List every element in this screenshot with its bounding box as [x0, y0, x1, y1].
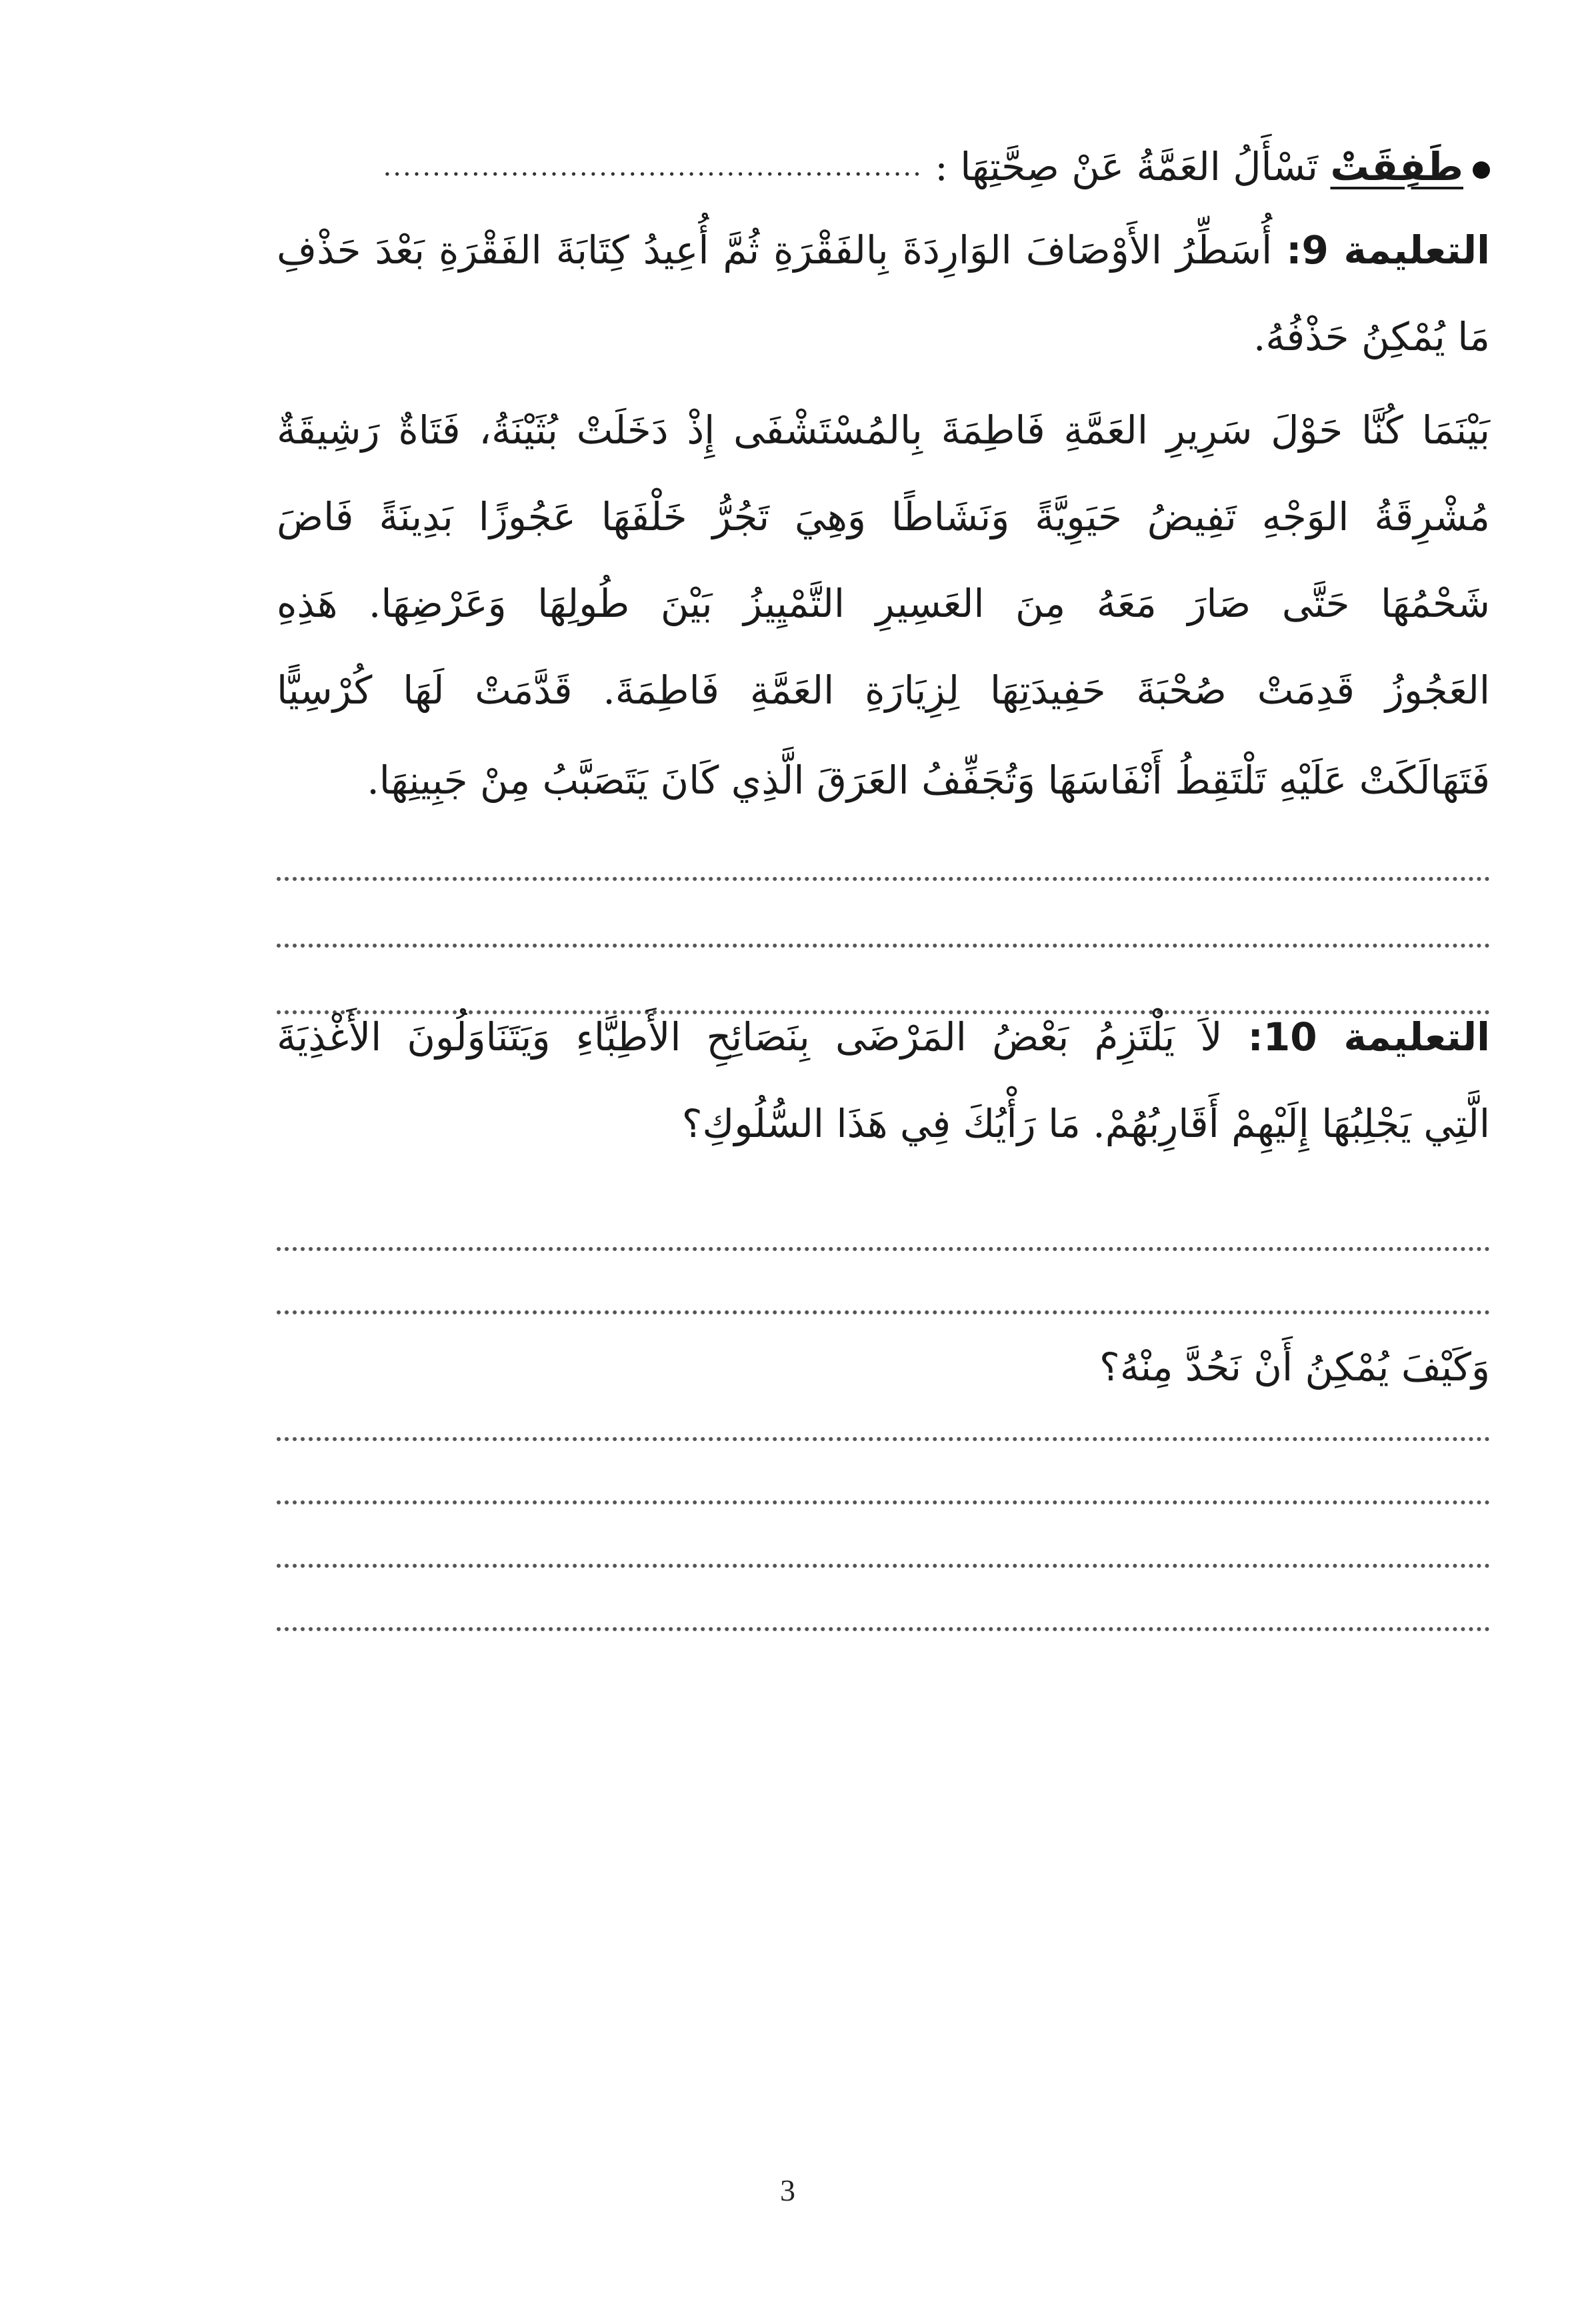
paragraph-line-4: العَجُوزُ قَدِمَتْ صُحْبَةَ حَفِيدَتِهَا لِزِيَارَةِ العَمَّةِ فَاطِمَةَ. قَدَّمَتْ لَهَا كُرْسِيًّا — [277, 668, 1490, 713]
instruction-10-text2: الَّتِي يَجْلِبُهَا إِلَيْهِمْ أَقَارِبُهُمْ. مَا رَأْيُكَ فِي هَذَا السُّلُوكِ؟ — [681, 1101, 1490, 1146]
instruction-10-label: التعليمة 10: — [1247, 1014, 1490, 1060]
worksheet-content — [277, 0, 1490, 2324]
answer-line[interactable] — [277, 1627, 1490, 1631]
paragraph-line-5: فَتَهَالَكَتْ عَلَيْهِ تَلْتَقِطُ أَنْفَاسَهَا وَتُجَفِّفُ العَرَقَ الَّذِي كَانَ يَتَصَبَّبُ مِنْ جَبِينِهَا. — [367, 758, 1490, 803]
answer-line[interactable] — [277, 1247, 1490, 1251]
instruction-9-text1: أُسَطِّرُ الأَوْصَافَ الوَارِدَةَ بِالفَقْرَةِ ثُمَّ أُعِيدُ كِتَابَةَ الفَقْرَةِ بَعْدَ حَذْفِ — [277, 227, 1273, 273]
instruction-10-line2 — [277, 1097, 1490, 1150]
paragraph-line-3: شَحْمُهَا حَتَّى صَارَ مَعَهُ مِنَ العَسِيرِ التَّمْيِيزُ بَيْنَ طُولِهَا وَعَرْضِهَا. هَذِهِ — [277, 581, 1490, 626]
answer-line[interactable] — [277, 1500, 1490, 1504]
instruction-9-line1 — [277, 223, 1490, 277]
instruction-10-followup: وَكَيْفَ يُمْكِنُ أَنْ نَحُدَّ مِنْهُ؟ — [1099, 1344, 1490, 1390]
instruction-9-text2: مَا يُمْكِنُ حَذْفُهُ. — [1253, 314, 1490, 359]
bullet-icon — [1473, 161, 1490, 179]
answer-line[interactable] — [277, 877, 1490, 881]
instruction-10-line1 — [277, 1010, 1490, 1064]
header-verb: طَفِقَتْ — [1330, 144, 1463, 189]
paragraph-line-1: بَيْنَمَا كُنَّا حَوْلَ سَرِيرِ العَمَّةِ فَاطِمَةَ بِالمُسْتَشْفَى إِذْ دَخَلَتْ بُثَيْنَةُ، فَتَاةٌ رَشِيقَةٌ — [277, 407, 1490, 453]
header-text: تَسْأَلُ العَمَّةُ عَنْ صِحَّتِهَا : — [935, 144, 1319, 189]
answer-line[interactable] — [277, 1564, 1490, 1568]
paragraph-line-2: مُشْرِقَةُ الوَجْهِ تَفِيضُ حَيَوِيَّةً وَنَشَاطًا وَهِيَ تَجُرُّ خَلْفَهَا عَجُوزًا بَدِينَةً فَاضَ — [277, 494, 1490, 539]
header-line — [277, 140, 1490, 193]
header-answer-dots[interactable]: ....................................................... — [383, 151, 923, 182]
answer-line[interactable] — [277, 1437, 1490, 1441]
answer-line[interactable] — [277, 944, 1490, 948]
instruction-9-line2 — [277, 310, 1490, 363]
instruction-9-label: التعليمة 9: — [1286, 227, 1491, 273]
instruction-10-text1: لاَ يَلْتَزِمُ بَعْضُ المَرْضَى بِنَصَائِحِ الأَطِبَّاءِ وَيَتَنَاوَلُونَ الأَغْذِيَةَ — [277, 1014, 1223, 1060]
answer-line[interactable] — [277, 1310, 1490, 1314]
page-number: 3 — [780, 2173, 795, 2207]
